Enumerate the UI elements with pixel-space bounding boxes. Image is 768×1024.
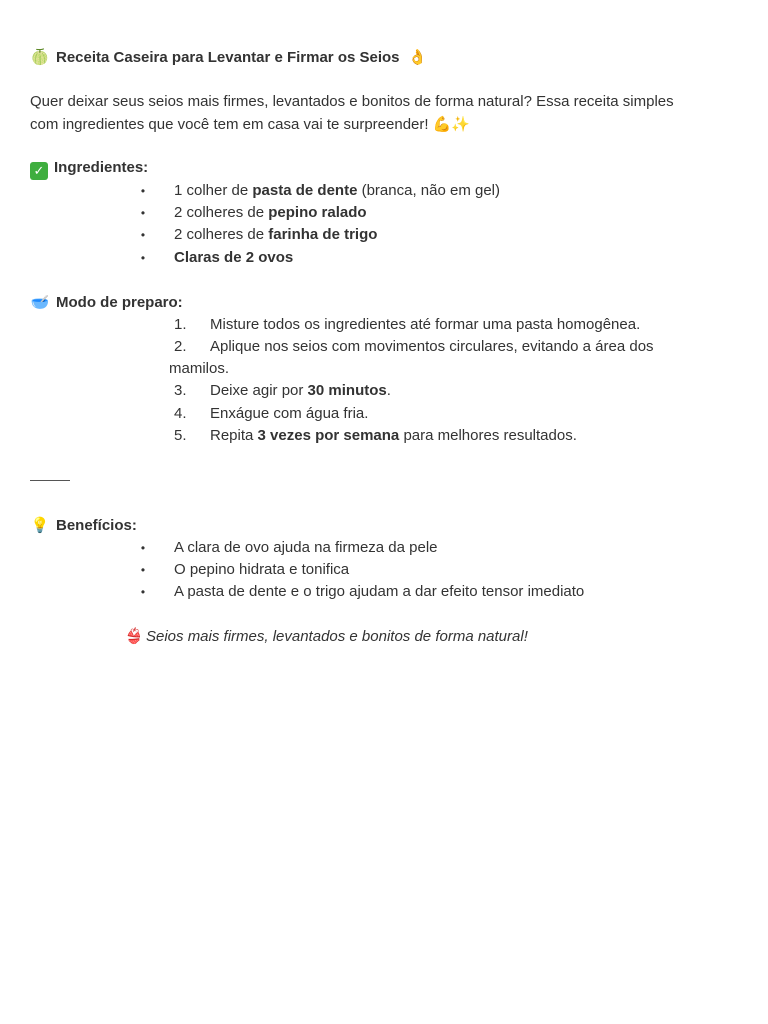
bullet-icon: • [140, 228, 146, 242]
ingredients-heading [30, 157, 148, 180]
step-text: Repita [210, 427, 258, 444]
step-number: 5. [174, 427, 187, 444]
bullet-icon: • [140, 563, 146, 577]
step-number: 3. [174, 382, 187, 399]
bikini-icon: 👙 [124, 627, 144, 645]
title-text: Receita Caseira para Levantar e Firmar os Seios [56, 49, 400, 66]
closing-text: Seios mais firmes, levantados e bonitos de forma natural! [146, 628, 528, 645]
step-text: Aplique nos seios com movimentos circulares, evitando a área dos [210, 338, 654, 355]
muscle-sparkle-icon: 💪✨ [432, 115, 471, 133]
bullet-icon: • [140, 251, 146, 265]
ingredient-bold: pasta de dente [252, 182, 358, 199]
step-text: Enxágue com água fria. [210, 405, 369, 422]
bowl-icon: 🥣 [30, 293, 50, 311]
step-text: Deixe agir por [210, 382, 308, 399]
step-bold: 30 minutos [307, 382, 387, 399]
ingredient-text: 1 colher de [174, 182, 253, 199]
benefits-heading [30, 514, 137, 537]
step-number: 1. [174, 316, 187, 333]
step-text: Misture todos os ingredientes até formar uma pasta homogênea. [210, 316, 641, 333]
melon-icon: 🍈 [30, 48, 50, 66]
step-text-end: para melhores resultados. [399, 427, 577, 444]
document-title [30, 46, 434, 69]
preparation-heading-text: Modo de preparo: [56, 294, 183, 311]
intro-line-2 [30, 113, 470, 136]
step-bold: 3 vezes por semana [257, 427, 400, 444]
light-bulb-icon: 💡 [30, 516, 50, 534]
benefit-text: A clara de ovo ajuda na firmeza da pele [174, 539, 438, 556]
ingredient-note: (branca, não em gel) [357, 182, 500, 199]
intro-line-2-text: com ingredientes que você tem em casa vai te surpreender! [30, 116, 429, 133]
step-text-wrap: mamilos. [169, 360, 230, 377]
ingredient-bold: Claras de 2 ovos [174, 249, 294, 266]
preparation-heading [30, 291, 183, 314]
ingredient-bold: farinha de trigo [268, 226, 378, 243]
closing-line [124, 625, 528, 648]
bullet-icon: • [140, 206, 146, 220]
ingredient-bold: pepino ralado [268, 204, 367, 221]
ingredient-text: 2 colheres de [174, 226, 269, 243]
step-text-end: . [386, 382, 391, 399]
benefit-text: A pasta de dente e o trigo ajudam a dar efeito tensor imediato [174, 583, 585, 600]
check-mark-icon: ✓ [30, 162, 48, 180]
benefits-heading-text: Benefícios: [56, 517, 137, 534]
ingredients-heading-text: Ingredientes: [54, 159, 149, 176]
bullet-icon: • [140, 184, 146, 198]
step-number: 4. [174, 405, 187, 422]
horizontal-divider [30, 480, 70, 481]
ingredient-text: 2 colheres de [174, 204, 269, 221]
benefit-text: O pepino hidrata e tonifica [174, 561, 350, 578]
step-number: 2. [174, 338, 187, 355]
intro-line-1: Quer deixar seus seios mais firmes, levantados e bonitos de forma natural? Essa receita simples [30, 93, 674, 110]
bullet-icon: • [140, 585, 146, 599]
bullet-icon: • [140, 541, 146, 555]
ok-hand-icon: 👌 [408, 48, 428, 66]
